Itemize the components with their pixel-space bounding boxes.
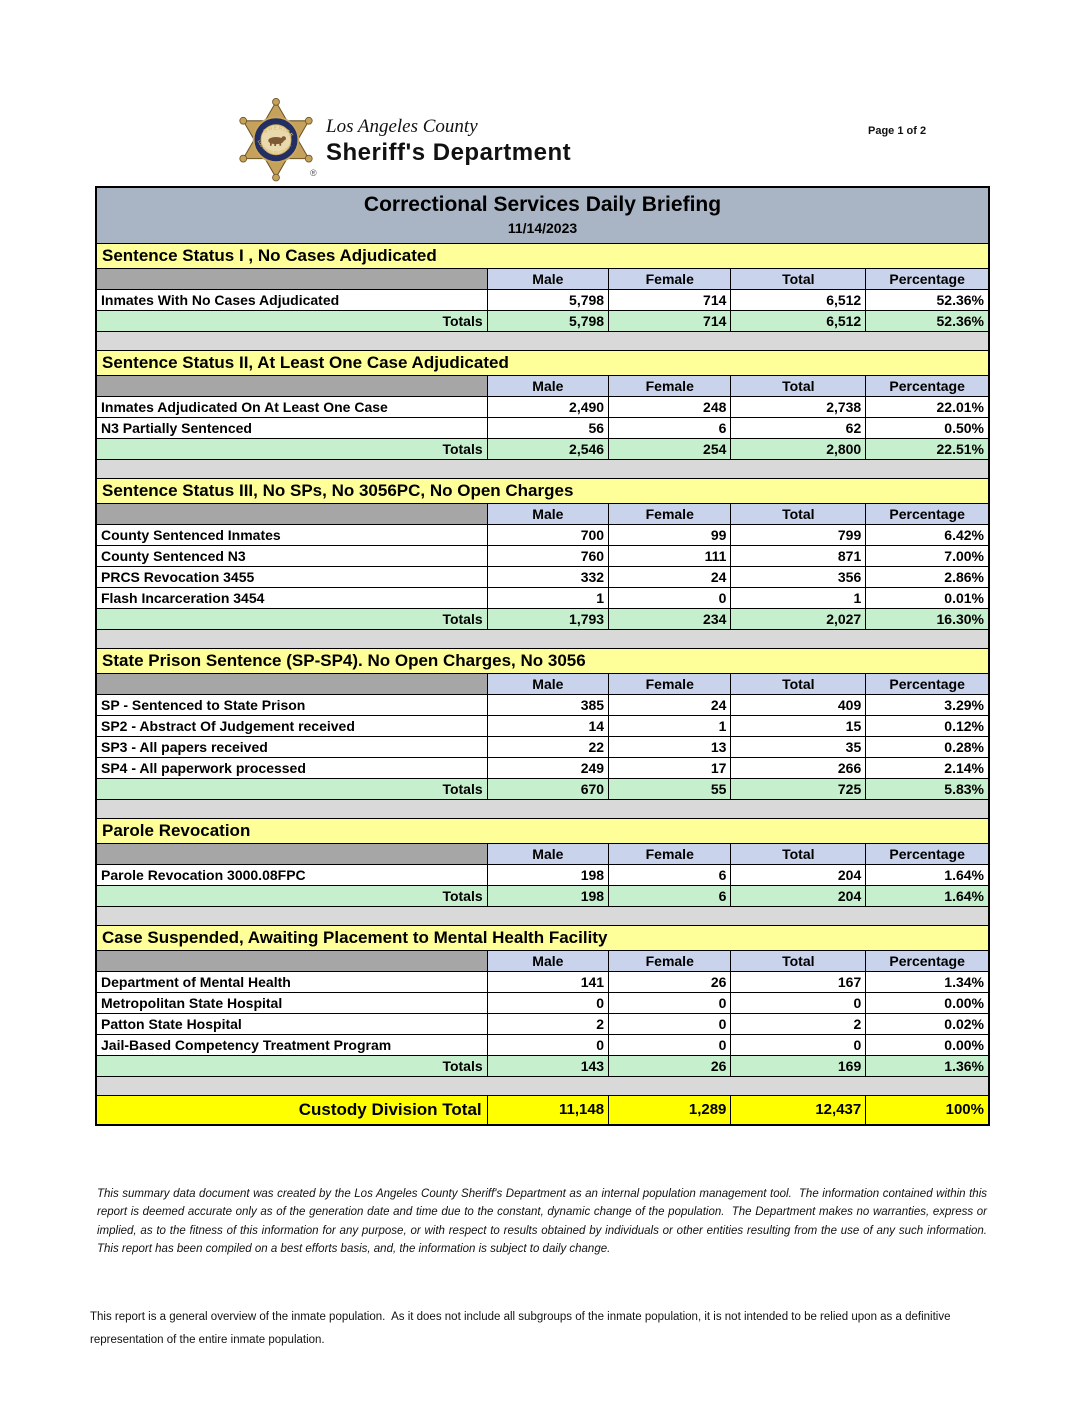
- cell-total: 2: [731, 1013, 866, 1034]
- blank-header-cell: [96, 268, 487, 289]
- column-header-row: [96, 843, 989, 864]
- section-header-row: [96, 350, 989, 375]
- table-row: [96, 566, 989, 587]
- title-bar: [96, 187, 989, 243]
- column-header-percentage: Percentage: [866, 268, 989, 289]
- cell-total: 356: [731, 566, 866, 587]
- cell-female: 0: [609, 587, 731, 608]
- cell-male: 2,490: [487, 396, 608, 417]
- totals-label: Totals: [96, 778, 487, 799]
- section-header-row: [96, 925, 989, 950]
- cell-percentage: 2.14%: [866, 757, 989, 778]
- blank-header-cell: [96, 843, 487, 864]
- logo-county-line: Los Angeles County: [326, 116, 478, 137]
- totals-female: 6: [609, 885, 731, 906]
- table-row: [96, 1013, 989, 1034]
- totals-female: 26: [609, 1055, 731, 1076]
- blank-header-cell: [96, 375, 487, 396]
- column-header-total: Total: [731, 375, 866, 396]
- registered-trademark: ®: [310, 168, 317, 178]
- row-label: SP - Sentenced to State Prison: [96, 694, 487, 715]
- cell-male: 2: [487, 1013, 608, 1034]
- cell-male: 1: [487, 587, 608, 608]
- column-header-female: Female: [609, 268, 731, 289]
- totals-row: [96, 1055, 989, 1076]
- row-label: Flash Incarceration 3454: [96, 587, 487, 608]
- cell-total: 0: [731, 1034, 866, 1055]
- totals-male: 143: [487, 1055, 608, 1076]
- cell-percentage: 22.01%: [866, 396, 989, 417]
- totals-percentage: 16.30%: [866, 608, 989, 629]
- table-row: [96, 971, 989, 992]
- totals-male: 5,798: [487, 310, 608, 331]
- grand-total-percentage: 100%: [866, 1095, 989, 1125]
- cell-total: 2,738: [731, 396, 866, 417]
- section-spacer: [96, 1076, 989, 1095]
- totals-row: [96, 885, 989, 906]
- cell-male: 0: [487, 992, 608, 1013]
- totals-total: 2,027: [731, 608, 866, 629]
- cell-total: 871: [731, 545, 866, 566]
- cell-female: 6: [609, 864, 731, 885]
- column-header-total: Total: [731, 503, 866, 524]
- cell-percentage: 3.29%: [866, 694, 989, 715]
- grand-total-male: 11,148: [487, 1095, 608, 1125]
- section-header-row: [96, 478, 989, 503]
- page-title: Correctional Services Daily Briefing: [363, 192, 722, 216]
- column-header-female: Female: [609, 503, 731, 524]
- table-row: [96, 736, 989, 757]
- column-header-total: Total: [731, 950, 866, 971]
- cell-female: 17: [609, 757, 731, 778]
- column-header-percentage: Percentage: [866, 375, 989, 396]
- table-row: [96, 1034, 989, 1055]
- grand-total-female: 1,289: [609, 1095, 731, 1125]
- cell-male: 249: [487, 757, 608, 778]
- cell-male: 5,798: [487, 289, 608, 310]
- cell-percentage: 1.64%: [866, 864, 989, 885]
- row-label: Patton State Hospital: [96, 1013, 487, 1034]
- cell-female: 111: [609, 545, 731, 566]
- column-header-male: Male: [487, 268, 608, 289]
- totals-female: 714: [609, 310, 731, 331]
- column-header-female: Female: [609, 375, 731, 396]
- cell-percentage: 0.02%: [866, 1013, 989, 1034]
- grand-total-label: Custody Division Total: [96, 1095, 487, 1125]
- table-row: [96, 417, 989, 438]
- cell-percentage: 0.00%: [866, 1034, 989, 1055]
- totals-male: 1,793: [487, 608, 608, 629]
- column-header-percentage: Percentage: [866, 950, 989, 971]
- table-row: [96, 757, 989, 778]
- table-row: [96, 396, 989, 417]
- cell-total: 0: [731, 992, 866, 1013]
- totals-percentage: 1.36%: [866, 1055, 989, 1076]
- row-label: SP4 - All paperwork processed: [96, 757, 487, 778]
- column-header-percentage: Percentage: [866, 503, 989, 524]
- table-row: [96, 289, 989, 310]
- totals-label: Totals: [96, 438, 487, 459]
- disclaimer-text: This summary data document was created by the Los Angeles County Sheriff's Department as an internal population management tool. The information contained within this report is deemed accurate only as of the generation date and time due to the constant, dynamic change of the population. The Department makes no warranties, express or implied, as to the fitness of this information for any purpose, or with respect to results obtained by individuals or other entities resulting from the use of any such information. This report has been compiled on a best efforts basis, and, the information is subject to daily change.: [97, 1188, 994, 1256]
- totals-percentage: 5.83%: [866, 778, 989, 799]
- totals-female: 234: [609, 608, 731, 629]
- page-number-label: Page 1 of 2: [868, 125, 927, 137]
- totals-male: 670: [487, 778, 608, 799]
- cell-female: 26: [609, 971, 731, 992]
- column-header-row: [96, 503, 989, 524]
- cell-female: 248: [609, 396, 731, 417]
- totals-percentage: 1.64%: [866, 885, 989, 906]
- table-row: [96, 715, 989, 736]
- cell-male: 0: [487, 1034, 608, 1055]
- table-row: [96, 524, 989, 545]
- totals-total: 6,512: [731, 310, 866, 331]
- cell-percentage: 7.00%: [866, 545, 989, 566]
- section-spacer: [96, 331, 989, 350]
- section-title: Parole Revocation: [96, 818, 989, 843]
- row-label: County Sentenced N3: [96, 545, 487, 566]
- table-row: [96, 545, 989, 566]
- cell-male: 141: [487, 971, 608, 992]
- column-header-male: Male: [487, 375, 608, 396]
- row-label: PRCS Revocation 3455: [96, 566, 487, 587]
- cell-female: 6: [609, 417, 731, 438]
- column-header-male: Male: [487, 843, 608, 864]
- column-header-female: Female: [609, 950, 731, 971]
- row-label: Parole Revocation 3000.08FPC: [96, 864, 487, 885]
- footnote-text: This report is a general overview of the inmate population. As it does not include all subgroups of the inmate population, it is not intended to be relied upon as a definitive representation of the entire inmate population.: [90, 1311, 954, 1346]
- column-header-row: [96, 673, 989, 694]
- table-row: [96, 694, 989, 715]
- cell-percentage: 2.86%: [866, 566, 989, 587]
- totals-total: 725: [731, 778, 866, 799]
- cell-male: 14: [487, 715, 608, 736]
- totals-total: 2,800: [731, 438, 866, 459]
- cell-percentage: 1.34%: [866, 971, 989, 992]
- totals-female: 254: [609, 438, 731, 459]
- cell-total: 62: [731, 417, 866, 438]
- row-label: Jail-Based Competency Treatment Program: [96, 1034, 487, 1055]
- briefing-table: [95, 186, 990, 1126]
- column-header-total: Total: [731, 843, 866, 864]
- section-title: Sentence Status II, At Least One Case Adjudicated: [96, 350, 989, 375]
- column-header-female: Female: [609, 673, 731, 694]
- report-date: 11/14/2023: [507, 219, 578, 236]
- cell-male: 56: [487, 417, 608, 438]
- section-spacer: [96, 906, 989, 925]
- cell-female: 1: [609, 715, 731, 736]
- section-header-row: [96, 243, 989, 268]
- cell-total: 6,512: [731, 289, 866, 310]
- cell-total: 167: [731, 971, 866, 992]
- totals-label: Totals: [96, 885, 487, 906]
- section-title: Sentence Status III, No SPs, No 3056PC, No Open Charges: [96, 478, 989, 503]
- column-header-male: Male: [487, 673, 608, 694]
- cell-female: 99: [609, 524, 731, 545]
- totals-row: [96, 438, 989, 459]
- row-label: Department of Mental Health: [96, 971, 487, 992]
- row-label: N3 Partially Sentenced: [96, 417, 487, 438]
- totals-total: 204: [731, 885, 866, 906]
- cell-total: 204: [731, 864, 866, 885]
- totals-label: Totals: [96, 1055, 487, 1076]
- column-header-total: Total: [731, 268, 866, 289]
- cell-male: 22: [487, 736, 608, 757]
- totals-male: 198: [487, 885, 608, 906]
- cell-male: 385: [487, 694, 608, 715]
- section-title: Case Suspended, Awaiting Placement to Mental Health Facility: [96, 925, 989, 950]
- blank-header-cell: [96, 673, 487, 694]
- cell-female: 0: [609, 1034, 731, 1055]
- row-label: Inmates Adjudicated On At Least One Case: [96, 396, 487, 417]
- column-header-row: [96, 268, 989, 289]
- blank-header-cell: [96, 950, 487, 971]
- totals-female: 55: [609, 778, 731, 799]
- totals-percentage: 22.51%: [866, 438, 989, 459]
- cell-male: 700: [487, 524, 608, 545]
- section-spacer: [96, 629, 989, 648]
- column-header-male: Male: [487, 503, 608, 524]
- totals-male: 2,546: [487, 438, 608, 459]
- cell-female: 714: [609, 289, 731, 310]
- svg-text:LOS ANGELES COUNTY: LOS ANGELES COUNTY: [256, 139, 293, 155]
- section-spacer: [96, 799, 989, 818]
- table-row: [96, 587, 989, 608]
- blank-header-cell: [96, 503, 487, 524]
- cell-total: 35: [731, 736, 866, 757]
- cell-percentage: 0.50%: [866, 417, 989, 438]
- section-header-row: [96, 648, 989, 673]
- cell-female: 13: [609, 736, 731, 757]
- cell-percentage: 0.01%: [866, 587, 989, 608]
- row-label: Metropolitan State Hospital: [96, 992, 487, 1013]
- cell-percentage: 6.42%: [866, 524, 989, 545]
- totals-total: 169: [731, 1055, 866, 1076]
- cell-percentage: 0.00%: [866, 992, 989, 1013]
- totals-row: [96, 778, 989, 799]
- cell-male: 332: [487, 566, 608, 587]
- cell-female: 0: [609, 992, 731, 1013]
- section-spacer: [96, 459, 989, 478]
- cell-male: 760: [487, 545, 608, 566]
- cell-total: 15: [731, 715, 866, 736]
- cell-female: 24: [609, 694, 731, 715]
- column-header-total: Total: [731, 673, 866, 694]
- totals-percentage: 52.36%: [866, 310, 989, 331]
- row-label: SP2 - Abstract Of Judgement received: [96, 715, 487, 736]
- column-header-percentage: Percentage: [866, 843, 989, 864]
- section-title: Sentence Status I , No Cases Adjudicated: [96, 243, 989, 268]
- cell-percentage: 52.36%: [866, 289, 989, 310]
- logo-department-line: Sheriff's Department: [326, 139, 572, 166]
- column-header-percentage: Percentage: [866, 673, 989, 694]
- cell-total: 799: [731, 524, 866, 545]
- cell-total: 266: [731, 757, 866, 778]
- totals-row: [96, 310, 989, 331]
- table-row: [96, 864, 989, 885]
- table-row: [96, 992, 989, 1013]
- cell-total: 409: [731, 694, 866, 715]
- row-label: County Sentenced Inmates: [96, 524, 487, 545]
- grand-total-row: [96, 1095, 989, 1125]
- svg-text:SHERIFF: SHERIFF: [262, 125, 295, 140]
- cell-total: 1: [731, 587, 866, 608]
- column-header-row: [96, 375, 989, 396]
- row-label: Inmates With No Cases Adjudicated: [96, 289, 487, 310]
- column-header-female: Female: [609, 843, 731, 864]
- grand-total-total: 12,437: [731, 1095, 866, 1125]
- cell-percentage: 0.28%: [866, 736, 989, 757]
- cell-female: 0: [609, 1013, 731, 1034]
- cell-male: 198: [487, 864, 608, 885]
- section-header-row: [96, 818, 989, 843]
- column-header-row: [96, 950, 989, 971]
- sheriff-badge-icon: [233, 94, 319, 182]
- column-header-male: Male: [487, 950, 608, 971]
- logo-text: [326, 116, 571, 167]
- cell-female: 24: [609, 566, 731, 587]
- totals-row: [96, 608, 989, 629]
- row-label: SP3 - All papers received: [96, 736, 487, 757]
- totals-label: Totals: [96, 310, 487, 331]
- section-title: State Prison Sentence (SP-SP4). No Open Charges, No 3056: [96, 648, 989, 673]
- totals-label: Totals: [96, 608, 487, 629]
- cell-percentage: 0.12%: [866, 715, 989, 736]
